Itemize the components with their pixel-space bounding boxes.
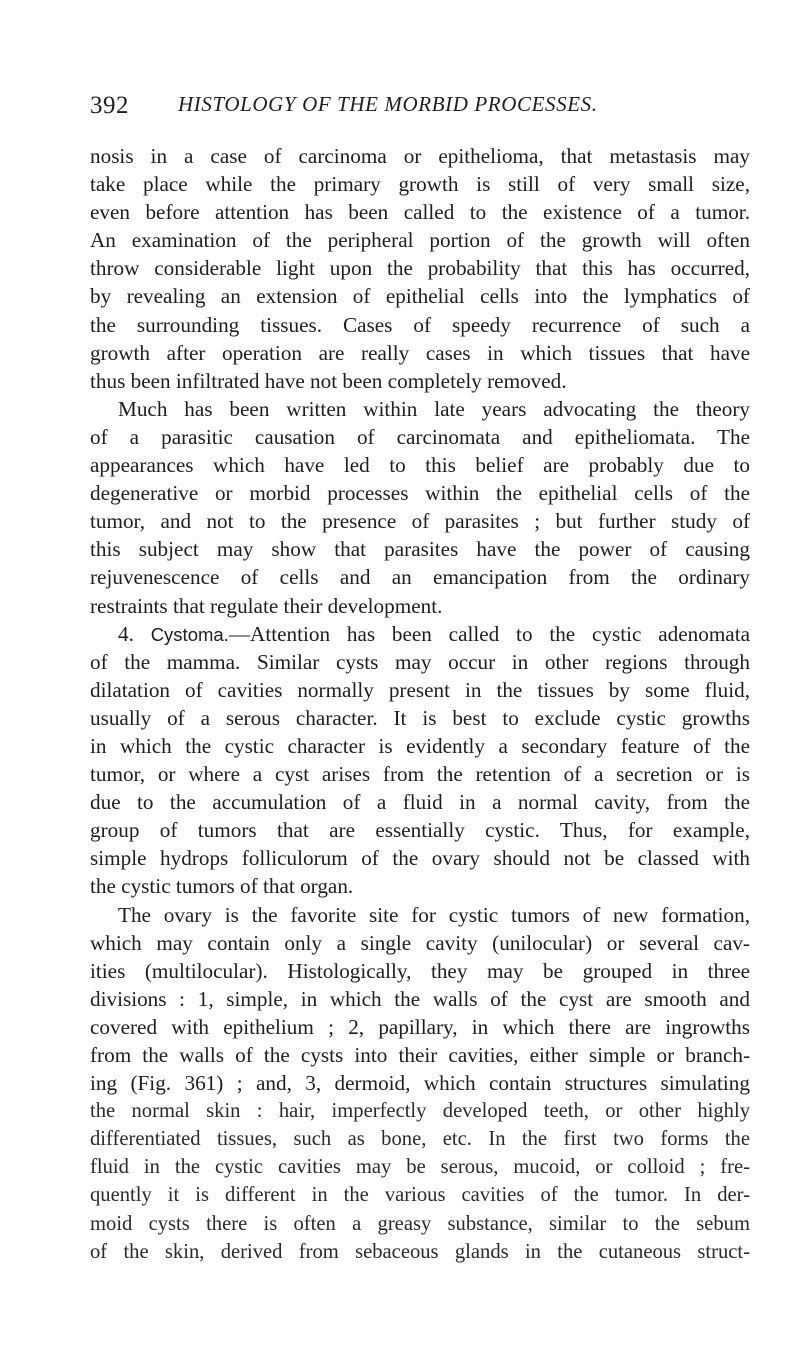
text-line: even before attention has been called to the existence of a tumor. [90,200,750,225]
running-title: HISTOLOGY OF THE MORBID PROCESSES. [178,92,598,116]
page-header [90,92,750,122]
text-line: ities (multilocular). Histologically, they may be grouped in three [90,958,750,983]
text-line: fluid in the cystic cavities may be serous, mucoid, or colloid ; fre- [90,1156,750,1179]
text-line: due to the accumulation of a fluid in a normal cavity, from the [90,790,750,815]
text-line: of the skin, derived from sebaceous glands in the cutaneous struct- [90,1240,750,1263]
text-line: take place while the primary growth is still of very small size, [90,172,750,197]
text-line: tumor, and not to the presence of parasites ; but further study of [90,509,750,534]
text-line: Much has been written within late years advocating the theory [118,396,750,421]
text-line: appearances which have led to this belief are probably due to [90,453,750,478]
text-line: group of tumors that are essentially cystic. Thus, for example, [90,818,750,843]
text-line: rejuvenescence of cells and an emancipation from the ordinary [90,565,750,590]
text-line: thus been infiltrated have not been completely removed. [90,368,567,393]
text-line: which may contain only a single cavity (unilocular) or several cav- [90,930,750,955]
text-line: divisions : 1, simple, in which the walls of the cyst are smooth and [90,986,750,1011]
paragraph-4 [90,901,750,1266]
text-line: by revealing an extension of epithelial cells into the lymphatics of [90,284,750,309]
text-line: An examination of the peripheral portion of the growth will often [90,228,750,253]
text-line: restraints that regulate their development. [90,593,443,618]
text-line: dilatation of cavities normally present in the tissues by some fluid, [90,677,750,702]
text-line: differentiated tissues, such as bone, etc. In the first two forms the [90,1128,750,1151]
faded-lines [90,1097,750,1266]
body-text [90,142,750,1266]
text-line: covered with epithelium ; 2, papillary, in which there are ingrowths [90,1014,750,1039]
text-line: the surrounding tissues. Cases of speedy recurrence of such a [90,312,750,337]
text-line: of a parasitic causation of carcinomata and epitheliomata. The [90,424,750,449]
text-line: The ovary is the favorite site for cystic tumors of new formation, [118,902,750,927]
text-line: throw considerable light upon the probability that this has occurred, [90,256,750,281]
paragraph-cystoma [90,620,750,901]
text-line: this subject may show that parasites have the power of causing [90,537,750,562]
text-line: nosis in a case of carcinoma or epithelioma, that metastasis may [90,144,750,168]
text-line: the cystic tumors of that organ. [90,874,354,899]
text-line: usually of a serous character. It is best to exclude cystic growths [90,705,750,730]
section-number: 4. [118,621,134,646]
text-line: quently it is different in the various cavities of the tumor. In der- [90,1184,750,1207]
section-heading-line [90,620,750,648]
page-number: 392 [90,92,129,119]
text-line: in which the cystic character is evidently a secondary feature of the [90,733,750,758]
text-line: simple hydrops folliculorum of the ovary should not be classed with [90,846,750,871]
text-line: tumor, or where a cyst arises from the retention of a secretion or is [90,762,750,787]
text-line: degenerative or morbid processes within the epithelial cells of the [90,481,750,506]
section-heading: Cystoma. [150,623,229,645]
text-line: moid cysts there is often a greasy substance, similar to the sebum [90,1212,750,1235]
text-line: —Attention has been called to the cystic adenomata [228,621,750,646]
paragraph-1 [90,142,750,395]
text-line: ing (Fig. 361) ; and, 3, dermoid, which contain structures simulating [90,1071,750,1096]
text-line: growth after operation are really cases in which tissues that have [90,340,750,365]
text-line: of the mamma. Similar cysts may occur in other regions through [90,649,750,674]
text-line: from the walls of the cysts into their cavities, either simple or branch- [90,1043,750,1067]
text-line: the normal skin : hair, imperfectly developed teeth, or other highly [90,1100,750,1123]
paragraph-2 [90,395,750,620]
